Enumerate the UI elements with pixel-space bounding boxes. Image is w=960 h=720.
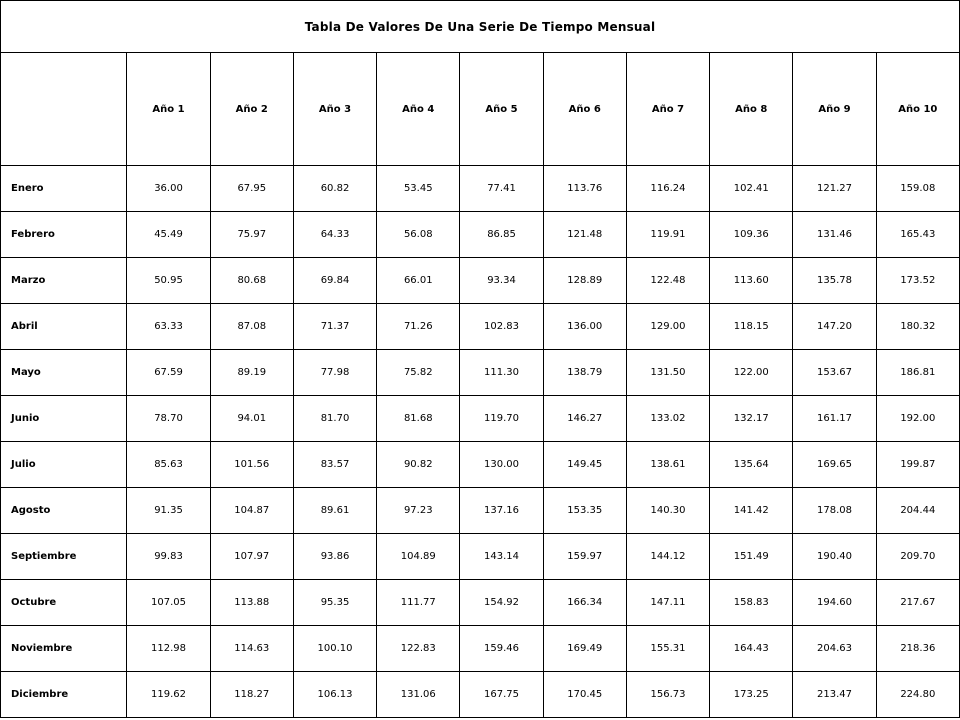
month-label: Noviembre bbox=[1, 626, 127, 672]
month-label: Marzo bbox=[1, 258, 127, 304]
month-label: Septiembre bbox=[1, 534, 127, 580]
value-cell: 107.97 bbox=[210, 534, 293, 580]
value-cell: 194.60 bbox=[793, 580, 876, 626]
value-cell: 81.68 bbox=[377, 396, 460, 442]
value-cell: 128.89 bbox=[543, 258, 626, 304]
value-cell: 136.00 bbox=[543, 304, 626, 350]
month-label: Febrero bbox=[1, 212, 127, 258]
value-cell: 138.79 bbox=[543, 350, 626, 396]
table-row bbox=[1, 488, 960, 534]
value-cell: 154.92 bbox=[460, 580, 543, 626]
month-label: Octubre bbox=[1, 580, 127, 626]
value-cell: 109.36 bbox=[710, 212, 793, 258]
value-cell: 173.52 bbox=[876, 258, 959, 304]
value-cell: 116.24 bbox=[626, 166, 709, 212]
value-cell: 159.46 bbox=[460, 626, 543, 672]
value-cell: 66.01 bbox=[377, 258, 460, 304]
value-cell: 131.06 bbox=[377, 672, 460, 718]
month-label: Diciembre bbox=[1, 672, 127, 718]
value-cell: 159.08 bbox=[876, 166, 959, 212]
value-cell: 130.00 bbox=[460, 442, 543, 488]
value-cell: 155.31 bbox=[626, 626, 709, 672]
column-header: Año 8 bbox=[710, 53, 793, 166]
table-row bbox=[1, 166, 960, 212]
table-row bbox=[1, 304, 960, 350]
value-cell: 86.85 bbox=[460, 212, 543, 258]
value-cell: 190.40 bbox=[793, 534, 876, 580]
value-cell: 167.75 bbox=[460, 672, 543, 718]
value-cell: 75.82 bbox=[377, 350, 460, 396]
value-cell: 129.00 bbox=[626, 304, 709, 350]
value-cell: 119.70 bbox=[460, 396, 543, 442]
table-row bbox=[1, 672, 960, 718]
value-cell: 113.88 bbox=[210, 580, 293, 626]
value-cell: 113.60 bbox=[710, 258, 793, 304]
value-cell: 165.43 bbox=[876, 212, 959, 258]
value-cell: 122.00 bbox=[710, 350, 793, 396]
value-cell: 77.98 bbox=[293, 350, 376, 396]
value-cell: 99.83 bbox=[127, 534, 210, 580]
value-cell: 56.08 bbox=[377, 212, 460, 258]
value-cell: 71.26 bbox=[377, 304, 460, 350]
value-cell: 140.30 bbox=[626, 488, 709, 534]
value-cell: 102.83 bbox=[460, 304, 543, 350]
column-header: Año 4 bbox=[377, 53, 460, 166]
table-row bbox=[1, 350, 960, 396]
value-cell: 101.56 bbox=[210, 442, 293, 488]
value-cell: 149.45 bbox=[543, 442, 626, 488]
value-cell: 199.87 bbox=[876, 442, 959, 488]
value-cell: 100.10 bbox=[293, 626, 376, 672]
value-cell: 204.63 bbox=[793, 626, 876, 672]
value-cell: 114.63 bbox=[210, 626, 293, 672]
table-row bbox=[1, 258, 960, 304]
value-cell: 153.35 bbox=[543, 488, 626, 534]
column-header: Año 9 bbox=[793, 53, 876, 166]
value-cell: 151.49 bbox=[710, 534, 793, 580]
value-cell: 173.25 bbox=[710, 672, 793, 718]
value-cell: 94.01 bbox=[210, 396, 293, 442]
table-row bbox=[1, 396, 960, 442]
value-cell: 170.45 bbox=[543, 672, 626, 718]
value-cell: 164.43 bbox=[710, 626, 793, 672]
value-cell: 104.87 bbox=[210, 488, 293, 534]
table-row bbox=[1, 534, 960, 580]
value-cell: 60.82 bbox=[293, 166, 376, 212]
value-cell: 111.77 bbox=[377, 580, 460, 626]
value-cell: 166.34 bbox=[543, 580, 626, 626]
value-cell: 137.16 bbox=[460, 488, 543, 534]
column-header: Año 2 bbox=[210, 53, 293, 166]
column-header: Año 5 bbox=[460, 53, 543, 166]
value-cell: 143.14 bbox=[460, 534, 543, 580]
value-cell: 102.41 bbox=[710, 166, 793, 212]
value-cell: 131.46 bbox=[793, 212, 876, 258]
value-cell: 67.95 bbox=[210, 166, 293, 212]
value-cell: 147.20 bbox=[793, 304, 876, 350]
value-cell: 71.37 bbox=[293, 304, 376, 350]
value-cell: 50.95 bbox=[127, 258, 210, 304]
value-cell: 83.57 bbox=[293, 442, 376, 488]
value-cell: 106.13 bbox=[293, 672, 376, 718]
corner-cell bbox=[1, 53, 127, 166]
column-header: Año 3 bbox=[293, 53, 376, 166]
month-label: Junio bbox=[1, 396, 127, 442]
value-cell: 192.00 bbox=[876, 396, 959, 442]
month-label: Mayo bbox=[1, 350, 127, 396]
month-label: Julio bbox=[1, 442, 127, 488]
value-cell: 97.23 bbox=[377, 488, 460, 534]
value-cell: 119.62 bbox=[127, 672, 210, 718]
value-cell: 67.59 bbox=[127, 350, 210, 396]
value-cell: 158.83 bbox=[710, 580, 793, 626]
column-header: Año 6 bbox=[543, 53, 626, 166]
month-label: Agosto bbox=[1, 488, 127, 534]
value-cell: 121.48 bbox=[543, 212, 626, 258]
column-header: Año 7 bbox=[626, 53, 709, 166]
value-cell: 87.08 bbox=[210, 304, 293, 350]
month-label: Abril bbox=[1, 304, 127, 350]
value-cell: 91.35 bbox=[127, 488, 210, 534]
value-cell: 113.76 bbox=[543, 166, 626, 212]
value-cell: 156.73 bbox=[626, 672, 709, 718]
value-cell: 118.15 bbox=[710, 304, 793, 350]
value-cell: 36.00 bbox=[127, 166, 210, 212]
value-cell: 161.17 bbox=[793, 396, 876, 442]
column-header: Año 10 bbox=[876, 53, 959, 166]
value-cell: 204.44 bbox=[876, 488, 959, 534]
value-cell: 135.64 bbox=[710, 442, 793, 488]
value-cell: 90.82 bbox=[377, 442, 460, 488]
value-cell: 159.97 bbox=[543, 534, 626, 580]
value-cell: 209.70 bbox=[876, 534, 959, 580]
value-cell: 118.27 bbox=[210, 672, 293, 718]
table-title: Tabla De Valores De Una Serie De Tiempo Mensual bbox=[0, 0, 960, 53]
value-cell: 135.78 bbox=[793, 258, 876, 304]
value-cell: 111.30 bbox=[460, 350, 543, 396]
value-cell: 77.41 bbox=[460, 166, 543, 212]
value-cell: 178.08 bbox=[793, 488, 876, 534]
value-cell: 186.81 bbox=[876, 350, 959, 396]
value-cell: 122.48 bbox=[626, 258, 709, 304]
value-cell: 119.91 bbox=[626, 212, 709, 258]
value-cell: 85.63 bbox=[127, 442, 210, 488]
value-cell: 147.11 bbox=[626, 580, 709, 626]
column-header: Año 1 bbox=[127, 53, 210, 166]
value-cell: 217.67 bbox=[876, 580, 959, 626]
table-row bbox=[1, 626, 960, 672]
table-row bbox=[1, 580, 960, 626]
value-cell: 81.70 bbox=[293, 396, 376, 442]
month-label: Enero bbox=[1, 166, 127, 212]
value-cell: 169.65 bbox=[793, 442, 876, 488]
value-cell: 75.97 bbox=[210, 212, 293, 258]
value-cell: 122.83 bbox=[377, 626, 460, 672]
value-cell: 121.27 bbox=[793, 166, 876, 212]
value-cell: 80.68 bbox=[210, 258, 293, 304]
value-cell: 132.17 bbox=[710, 396, 793, 442]
table-body bbox=[1, 166, 960, 718]
header-row bbox=[1, 53, 960, 166]
table-row bbox=[1, 212, 960, 258]
value-cell: 107.05 bbox=[127, 580, 210, 626]
value-cell: 78.70 bbox=[127, 396, 210, 442]
value-cell: 218.36 bbox=[876, 626, 959, 672]
value-cell: 69.84 bbox=[293, 258, 376, 304]
value-cell: 104.89 bbox=[377, 534, 460, 580]
value-cell: 141.42 bbox=[710, 488, 793, 534]
value-cell: 64.33 bbox=[293, 212, 376, 258]
value-cell: 180.32 bbox=[876, 304, 959, 350]
value-cell: 45.49 bbox=[127, 212, 210, 258]
value-cell: 153.67 bbox=[793, 350, 876, 396]
value-cell: 63.33 bbox=[127, 304, 210, 350]
value-cell: 213.47 bbox=[793, 672, 876, 718]
value-cell: 93.34 bbox=[460, 258, 543, 304]
value-cell: 133.02 bbox=[626, 396, 709, 442]
value-cell: 53.45 bbox=[377, 166, 460, 212]
value-cell: 112.98 bbox=[127, 626, 210, 672]
value-cell: 146.27 bbox=[543, 396, 626, 442]
value-cell: 131.50 bbox=[626, 350, 709, 396]
monthly-values-table bbox=[0, 52, 960, 718]
value-cell: 95.35 bbox=[293, 580, 376, 626]
table-row bbox=[1, 442, 960, 488]
value-cell: 144.12 bbox=[626, 534, 709, 580]
value-cell: 89.19 bbox=[210, 350, 293, 396]
value-cell: 169.49 bbox=[543, 626, 626, 672]
value-cell: 138.61 bbox=[626, 442, 709, 488]
value-cell: 224.80 bbox=[876, 672, 959, 718]
value-cell: 89.61 bbox=[293, 488, 376, 534]
value-cell: 93.86 bbox=[293, 534, 376, 580]
